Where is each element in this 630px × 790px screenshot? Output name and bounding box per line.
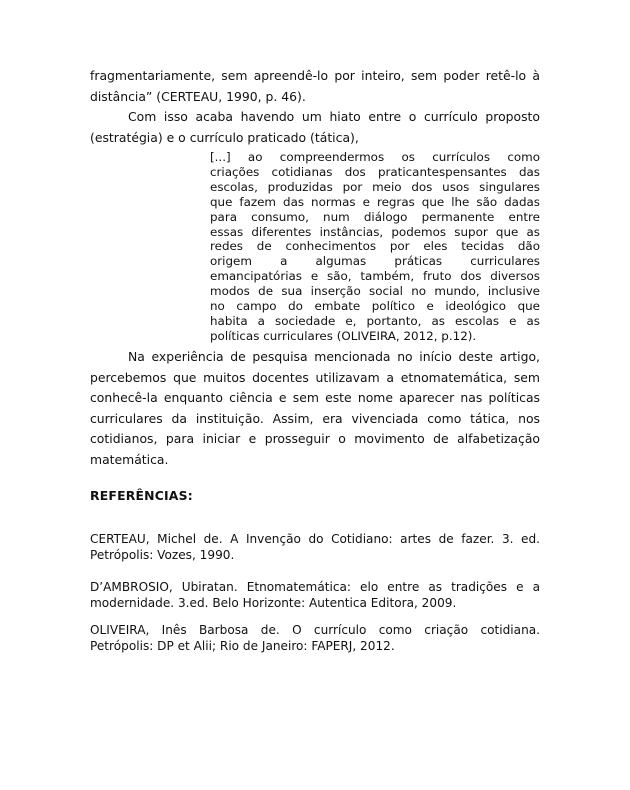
paragraph-continuation: [90, 66, 540, 107]
text-line: (estratégia) e o currículo praticado (tática),: [90, 129, 359, 145]
quote-line: habita a sociedade e, portanto, as escolas e as: [210, 313, 540, 328]
text-line: fragmentariamente, sem apreendê-lo por inteiro, sem poder retê-lo à: [90, 68, 540, 83]
quote-line: essas diferentes instâncias, podemos supor que as: [210, 224, 540, 239]
text-line: matemática.: [90, 451, 169, 467]
text-line: Com isso acaba havendo um hiato entre o currículo proposto: [128, 109, 540, 124]
quote-line: escolas, produzidas por meio dos usos singulares: [210, 179, 540, 194]
quote-line: emancipatórias e são, também, fruto dos diversos: [210, 269, 540, 284]
reference-entry: [90, 579, 540, 611]
quote-line: criações cotidianas dos praticantespensantes das: [210, 164, 540, 179]
reference-line: Petrópolis: Vozes, 1990.: [90, 548, 235, 562]
reference-line: CERTEAU, Michel de. A Invenção do Cotidiano: artes de fazer. 3. ed.: [90, 532, 540, 546]
text-line: conhecê-la enquanto ciência e sem este nome aparecer nas políticas: [90, 390, 540, 405]
reference-entry: [90, 622, 540, 654]
block-quote: [210, 150, 540, 344]
references-heading: REFERÊNCIAS:: [90, 488, 193, 503]
reference-line: OLIVEIRA, Inês Barbosa de. O currículo como criação cotidiana.: [90, 623, 540, 637]
reference-line: Petrópolis: DP et Alii; Rio de Janeiro: FAPERJ, 2012.: [90, 639, 395, 653]
quote-line: origem a algumas práticas curriculares: [210, 254, 540, 269]
text-line: Na experiência de pesquisa mencionada no início deste artigo,: [128, 349, 540, 364]
quote-line: redes de conhecimentos por eles tecidas dão: [210, 239, 540, 254]
reference-line: D’AMBROSIO, Ubiratan. Etnomatemática: elo entre as tradições e a: [90, 580, 540, 594]
text-line: percebemos que muitos docentes utilizavam a etnomatemática, sem: [90, 369, 540, 385]
text-line: distância” (CERTEAU, 1990, p. 46).: [90, 88, 306, 104]
quote-line: no campo do embate político e ideológico que: [210, 299, 540, 314]
quote-line: modos de sua inserção social no mundo, inclusive: [210, 284, 540, 299]
quote-line: para consumo, num diálogo permanente entre: [210, 209, 540, 224]
text-line: cotidianos, para iniciar e prosseguir o movimento de alfabetização: [90, 431, 540, 446]
reference-line: modernidade. 3.ed. Belo Horizonte: Autentica Editora, 2009.: [90, 596, 457, 610]
quote-line: [...] ao compreendermos os currículos como: [210, 150, 540, 164]
quote-line: que fazem das normas e regras que lhe são dadas: [210, 194, 540, 209]
paragraph-intro: [90, 107, 540, 148]
quote-line: políticas curriculares (OLIVEIRA, 2012, p.12).: [210, 328, 477, 343]
text-line: curriculares da instituição. Assim, era vivenciada como tática, nos: [90, 410, 540, 426]
paragraph-experience: [90, 347, 540, 470]
reference-entry: [90, 531, 540, 563]
